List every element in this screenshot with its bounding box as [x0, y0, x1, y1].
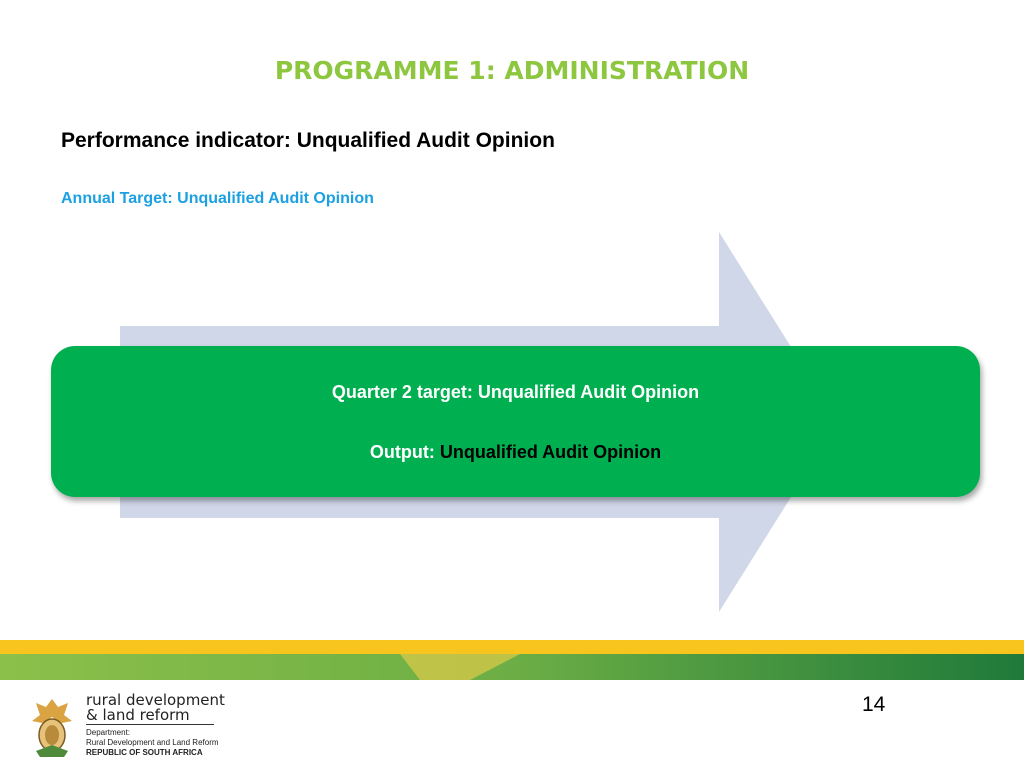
coat-of-arms-icon: [28, 695, 76, 759]
footer-band: [0, 636, 1024, 684]
logo-divider: [86, 724, 214, 725]
logo-department-text: Department: Rural Development and Land Reform REPUBLIC OF SOUTH AFRICA: [86, 728, 219, 757]
target-box: [51, 346, 980, 497]
slide-title: PROGRAMME 1: ADMINISTRATION: [274, 56, 750, 85]
page-number: 14: [862, 693, 886, 716]
output-value: Unqualified Audit Opinion: [439, 442, 662, 462]
performance-indicator: Performance indicator: Unqualified Audit Opinion: [61, 129, 555, 152]
quarter-target: Quarter 2 target: Unqualified Audit Opinion: [331, 382, 700, 402]
output-line: [51, 442, 980, 463]
department-logo: [28, 693, 228, 763]
output-label: Output:: [369, 442, 440, 462]
logo-wordmark: rural development & land reform: [86, 691, 225, 724]
annual-target: Annual Target: Unqualified Audit Opinion: [61, 190, 374, 207]
